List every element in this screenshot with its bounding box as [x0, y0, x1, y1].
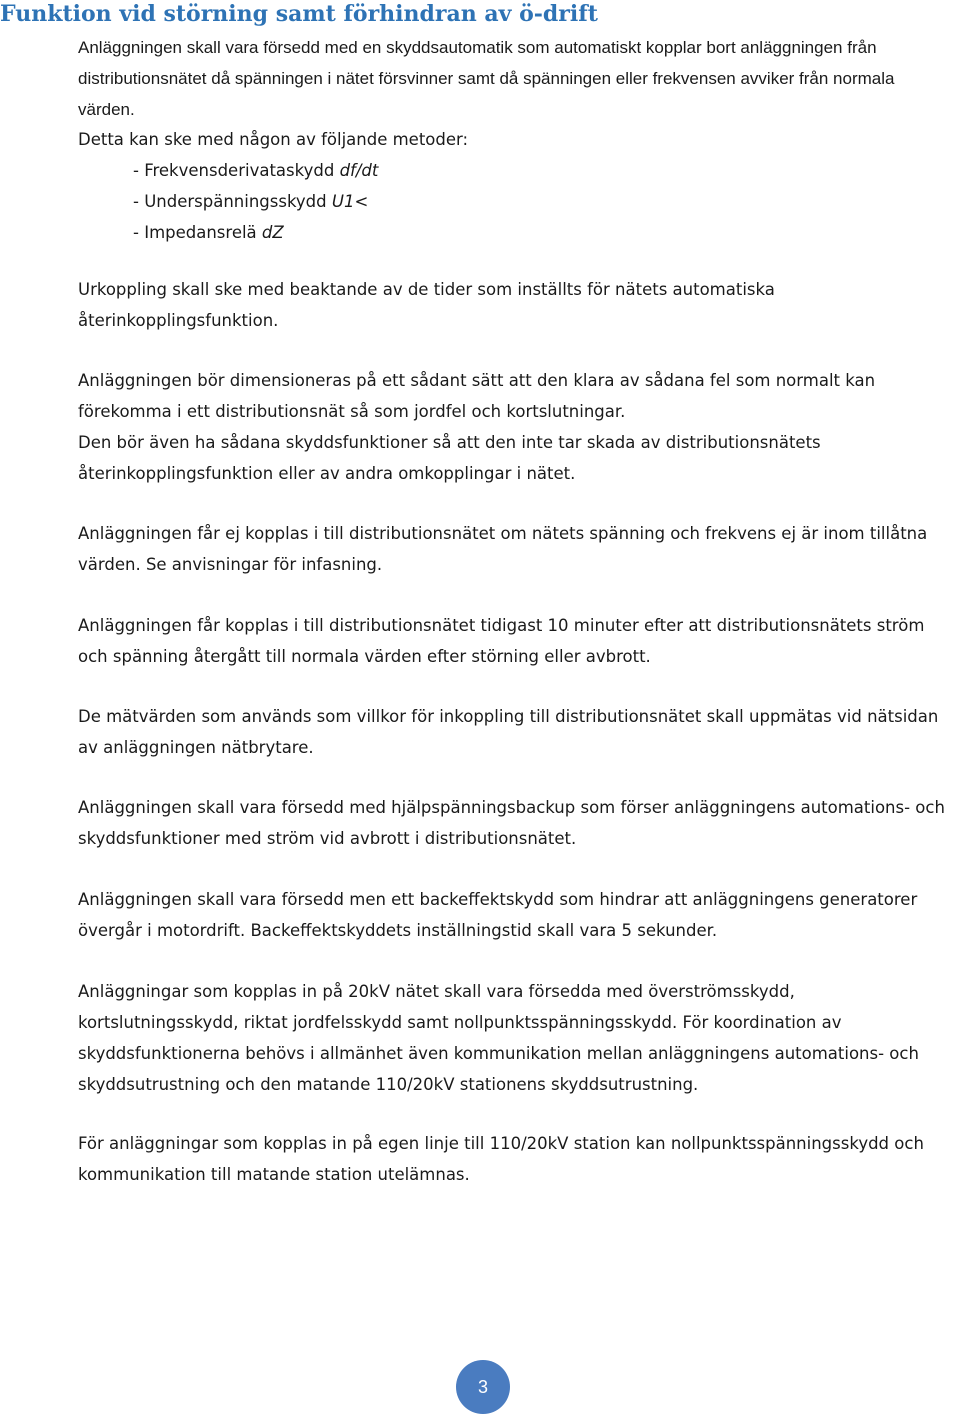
method-item — [133, 186, 938, 217]
paragraph-block — [78, 518, 958, 580]
intro-paragraph: Anläggningen skall vara försedd med en skyddsautomatik som automatiskt kopplar bort anläggningen från distributionsnätet då spänningen i nätet försvinner samt då spänningen eller frekvensen avviker från normala värden. — [78, 38, 895, 119]
methods-lead: Detta kan ske med någon av följande metoder: — [78, 130, 469, 149]
body-paragraph: Anläggningen skall vara försedd med hjälpspänningsbackup som förser anläggningens automations- och skyddsfunktioner med ström vid avbrott i distributionsnätet. — [78, 798, 945, 848]
paragraph-block — [78, 976, 958, 1100]
method-item — [133, 217, 938, 248]
methods-section — [78, 124, 938, 248]
method-item-text: - Underspänningsskydd — [133, 192, 332, 211]
intro-section — [78, 32, 938, 125]
section-heading: Funktion vid störning samt förhindran av ö-drift — [0, 1, 598, 27]
page-number-badge: 3 — [456, 1360, 510, 1414]
method-item-symbol: df/dt — [339, 161, 379, 180]
body-paragraph: De mätvärden som används som villkor för inkoppling till distributionsnätet skall uppmätas vid nätsidan av anläggningen nätbrytare. — [78, 707, 939, 757]
paragraph-block — [78, 884, 958, 946]
method-item-symbol: dZ — [261, 223, 284, 242]
body-paragraph: Anläggningen bör dimensioneras på ett sådant sätt att den klara av sådana fel som normalt kan förekomma i ett distributionsnät så som jordfel och kortslutningar. — [78, 371, 876, 421]
methods-list — [78, 155, 938, 248]
method-item-symbol: U1< — [331, 192, 369, 211]
body-paragraph: För anläggningar som kopplas in på egen linje till 110/20kV station kan nollpunktsspänningsskydd och kommunikation till matande station utelämnas. — [78, 1134, 924, 1184]
paragraph-block — [78, 701, 958, 763]
paragraph-block — [78, 365, 958, 489]
method-item — [133, 155, 938, 186]
paragraph-block — [78, 792, 958, 854]
paragraph-block — [78, 274, 958, 336]
paragraph-block — [78, 610, 958, 672]
paragraph-block — [78, 1128, 958, 1190]
method-item-text: - Impedansrelä — [133, 223, 262, 242]
body-paragraph: Anläggningar som kopplas in på 20kV nätet skall vara försedda med överströmsskydd, kortslutningsskydd, riktat jordfelsskydd samt nollpunktsspänningsskydd. För koordination av skyddsfunktionerna behövs i allmänhet även kommunikation mellan anläggningens automations- och skyddsutrustning och den matande 110/20kV stationens skyddsutrustning. — [78, 982, 919, 1094]
method-item-text: - Frekvensderivataskydd — [133, 161, 340, 180]
body-paragraph: Anläggningen får ej kopplas i till distributionsnätet om nätets spänning och frekvens ej är inom tillåtna värden. Se anvisningar för infasning. — [78, 524, 928, 574]
body-paragraph: Den bör även ha sådana skyddsfunktioner så att den inte tar skada av distributionsnätets återinkopplingsfunktion eller av andra omkopplingar i nätet. — [78, 433, 821, 483]
body-paragraph: Anläggningen skall vara försedd men ett backeffektskydd som hindrar att anläggningens generatorer övergår i motordrift. Backeffektskyddets inställningstid skall vara 5 sekunder. — [78, 890, 918, 940]
body-paragraph: Anläggningen får kopplas i till distributionsnätet tidigast 10 minuter efter att distributionsnätets ström och spänning återgått till normala värden efter störning eller avbrott. — [78, 616, 925, 666]
body-paragraph: Urkoppling skall ske med beaktande av de tider som inställts för nätets automatiska återinkopplingsfunktion. — [78, 280, 775, 330]
